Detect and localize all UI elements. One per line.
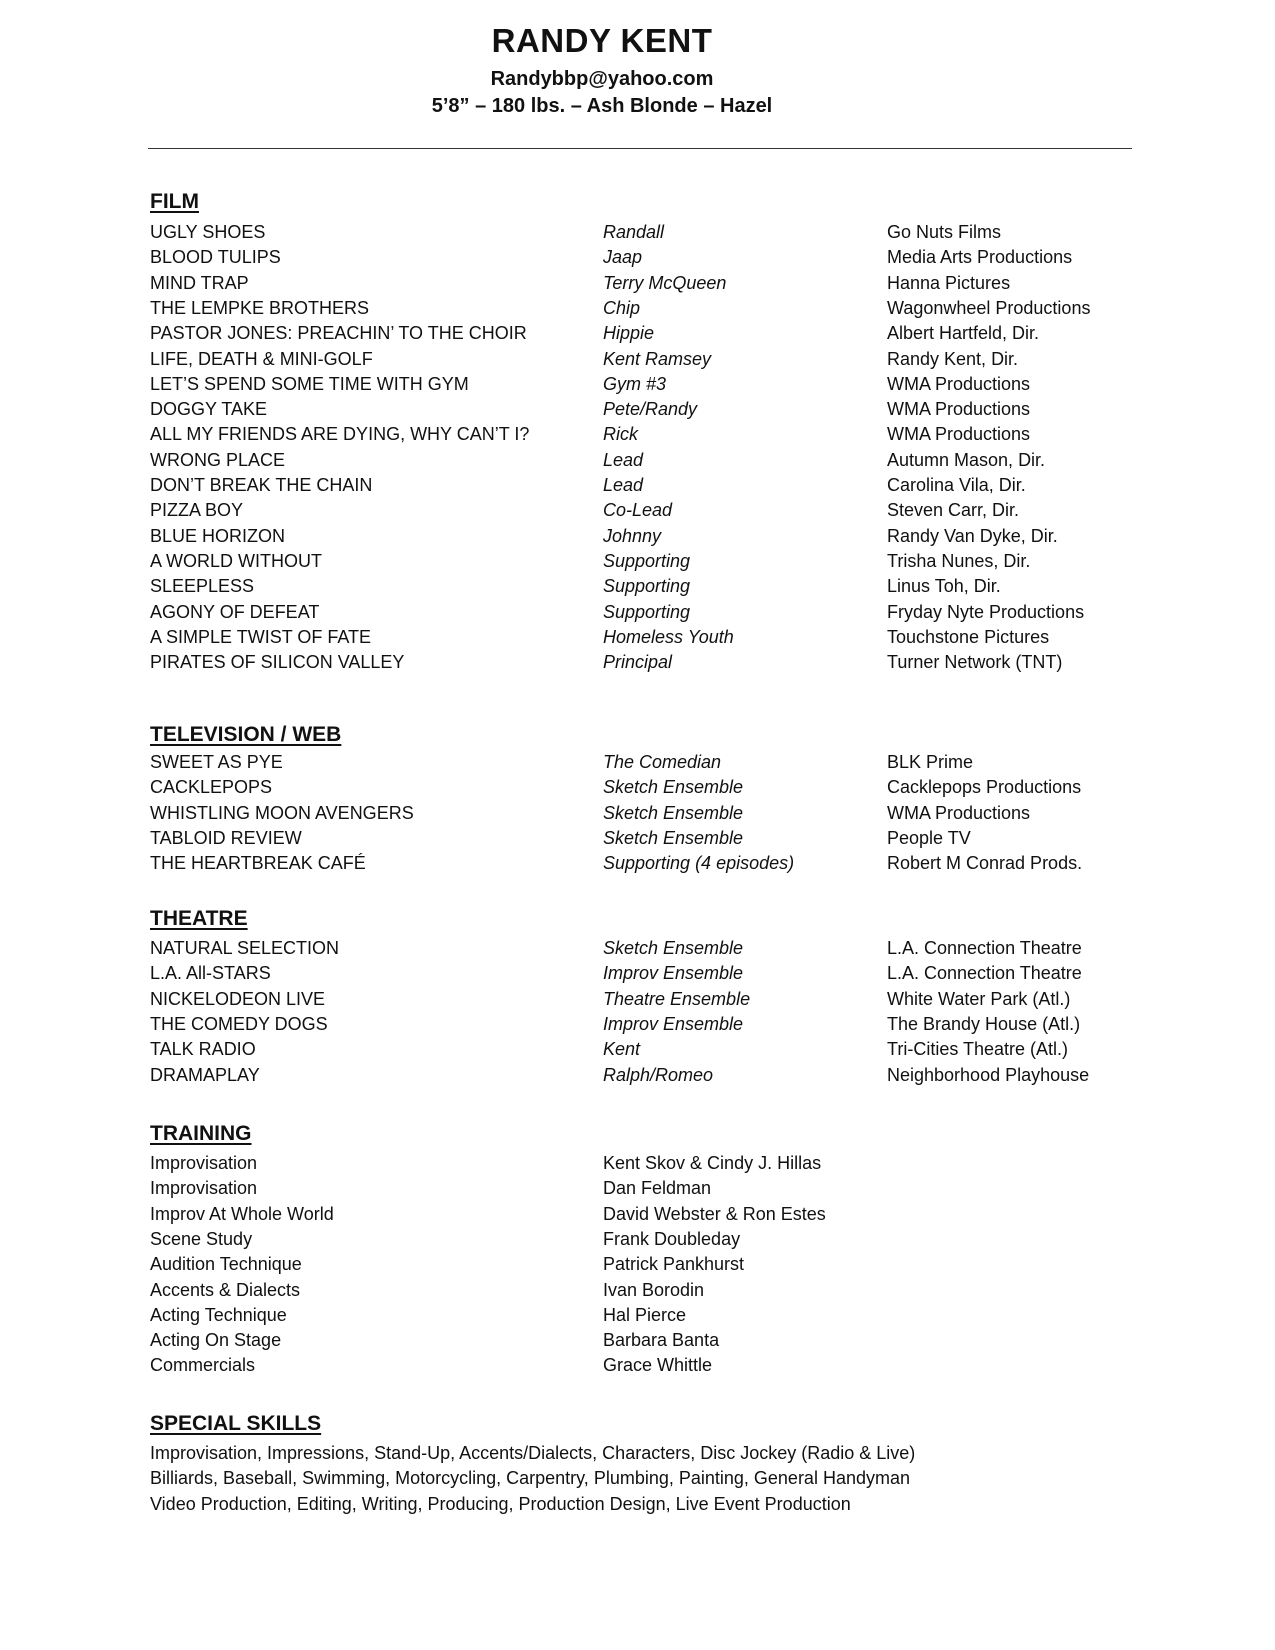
credit-row [150, 826, 1150, 851]
credit-row [150, 473, 1150, 498]
credit-role: Sketch Ensemble [603, 827, 744, 848]
credit-title: THE COMEDY DOGS [150, 1013, 328, 1034]
credit-company: Randy Van Dyke, Dir. [887, 525, 1058, 546]
training-teacher: Barbara Banta [603, 1330, 720, 1351]
credit-role: Theatre Ensemble [603, 988, 751, 1009]
credit-row [150, 750, 1150, 775]
training-teacher: David Webster & Ron Estes [603, 1203, 826, 1224]
credit-title: UGLY SHOES [150, 222, 266, 242]
credit-title: ALL MY FRIENDS ARE DYING, WHY CAN’T I? [150, 424, 530, 445]
training-row [150, 1252, 1150, 1277]
credit-company: The Brandy House (Atl.) [887, 1013, 1081, 1034]
credit-role: Lead [603, 449, 644, 470]
credit-title: PASTOR JONES: PREACHIN’ TO THE CHOIR [150, 323, 527, 344]
credit-role: Improv Ensemble [603, 963, 744, 984]
credit-company: Robert M Conrad Prods. [887, 853, 1083, 874]
credit-company: WMA Productions [887, 373, 1031, 394]
credit-row [150, 498, 1150, 523]
credit-title: LET’S SPEND SOME TIME WITH GYM [150, 373, 469, 394]
credit-title: DON’T BREAK THE CHAIN [150, 475, 373, 495]
training-row [150, 1353, 1150, 1378]
training-subject: Scene Study [150, 1228, 253, 1249]
training-teacher: Grace Whittle [603, 1355, 713, 1376]
credit-role: Sketch Ensemble [603, 802, 744, 823]
section-title-television: TELEVISION / WEB [150, 723, 342, 746]
credit-row [150, 574, 1150, 599]
credit-company: WMA Productions [887, 802, 1031, 823]
credit-role: The Comedian [603, 752, 722, 772]
credit-row [150, 1012, 1150, 1037]
credit-role: Supporting [603, 550, 691, 571]
credit-title: NATURAL SELECTION [150, 938, 340, 958]
training-row [150, 1303, 1150, 1328]
credit-title: BLOOD TULIPS [150, 247, 281, 268]
credit-company: BLK Prime [887, 752, 974, 772]
credit-row [150, 296, 1150, 321]
credit-role: Sketch Ensemble [603, 777, 744, 798]
credit-title: SLEEPLESS [150, 576, 255, 597]
credit-company: Fryday Nyte Productions [887, 601, 1085, 622]
credit-title: DRAMAPLAY [150, 1064, 260, 1085]
credit-title: THE LEMPKE BROTHERS [150, 297, 370, 318]
contact-email: Randybbp@yahoo.com [490, 68, 714, 90]
credit-role: Jaap [603, 247, 643, 268]
credit-role: Supporting (4 episodes) [603, 853, 795, 874]
credit-title: LIFE, DEATH & MINI-GOLF [150, 348, 373, 369]
credit-title: TALK RADIO [150, 1039, 256, 1060]
special-skills-line: Billiards, Baseball, Swimming, Motorcycling, Carpentry, Plumbing, Painting, General Handyman [150, 1468, 910, 1489]
credit-row [150, 961, 1150, 986]
credit-role: Supporting [603, 576, 691, 597]
training-subject: Improvisation [150, 1178, 258, 1199]
credit-role: Johnny [603, 525, 662, 546]
credit-title: NICKELODEON LIVE [150, 988, 326, 1009]
training-row [150, 1202, 1150, 1227]
credit-company: White Water Park (Atl.) [887, 988, 1071, 1009]
training-subject: Acting On Stage [150, 1330, 282, 1351]
credit-company: Neighborhood Playhouse [887, 1064, 1090, 1085]
training-row [150, 1278, 1150, 1303]
credit-company: Turner Network (TNT) [887, 652, 1063, 673]
credit-title: BLUE HORIZON [150, 525, 286, 546]
credit-row [150, 936, 1150, 961]
training-teacher: Ivan Borodin [603, 1279, 705, 1300]
credit-row [150, 1063, 1150, 1088]
credit-company: Tri-Cities Theatre (Atl.) [887, 1039, 1069, 1060]
credit-row [150, 549, 1150, 574]
training-row [150, 1328, 1150, 1353]
credit-row [150, 987, 1150, 1012]
credit-company: Autumn Mason, Dir. [887, 449, 1046, 470]
credit-row [150, 245, 1150, 270]
credit-row [150, 321, 1150, 346]
section-title-film: FILM [150, 190, 199, 213]
credit-role: Lead [603, 475, 644, 495]
credit-company: Albert Hartfeld, Dir. [887, 323, 1040, 344]
credit-title: PIRATES OF SILICON VALLEY [150, 652, 405, 673]
credit-company: Randy Kent, Dir. [887, 348, 1019, 369]
training-subject: Acting Technique [150, 1304, 287, 1325]
credit-row [150, 775, 1150, 800]
credit-role: Ralph/Romeo [603, 1064, 714, 1085]
actor-name: RANDY KENT [491, 22, 713, 59]
credit-company: Steven Carr, Dir. [887, 500, 1020, 521]
credit-role: Terry McQueen [603, 272, 727, 293]
credit-company: L.A. Connection Theatre [887, 938, 1082, 958]
training-teacher: Hal Pierce [603, 1304, 687, 1325]
credit-role: Pete/Randy [603, 399, 698, 420]
credit-title: WRONG PLACE [150, 449, 286, 470]
credit-title: A WORLD WITHOUT [150, 550, 322, 571]
training-subject: Improv At Whole World [150, 1203, 334, 1224]
credit-row [150, 650, 1150, 675]
credit-row [150, 448, 1150, 473]
section-title-special-skills: SPECIAL SKILLS [150, 1412, 322, 1435]
credit-title: MIND TRAP [150, 272, 249, 293]
section-title-training: TRAINING [150, 1122, 252, 1145]
credit-title: PIZZA BOY [150, 500, 244, 521]
credit-title: CACKLEPOPS [150, 777, 273, 798]
training-teacher: Dan Feldman [603, 1178, 712, 1199]
credit-title: AGONY OF DEFEAT [150, 601, 320, 622]
credit-row [150, 422, 1150, 447]
credit-role: Principal [603, 652, 673, 673]
credit-role: Chip [603, 297, 641, 318]
training-subject: Improvisation [150, 1153, 258, 1173]
credit-row [150, 524, 1150, 549]
credit-row [150, 271, 1150, 296]
credit-company: People TV [887, 827, 971, 848]
credit-row [150, 625, 1150, 650]
credit-title: WHISTLING MOON AVENGERS [150, 802, 414, 823]
training-row [150, 1227, 1150, 1252]
credit-title: DOGGY TAKE [150, 399, 268, 420]
credit-role: Kent [603, 1039, 641, 1060]
credit-role: Gym #3 [603, 373, 667, 394]
training-row [150, 1151, 1150, 1176]
credit-title: A SIMPLE TWIST OF FATE [150, 626, 372, 647]
credit-row [150, 220, 1150, 245]
credit-row [150, 801, 1150, 826]
physical-stats: 5’8” – 180 lbs. – Ash Blonde – Hazel [431, 95, 773, 117]
training-teacher: Kent Skov & Cindy J. Hillas [603, 1153, 822, 1173]
credit-role: Rick [603, 424, 638, 445]
credit-role: Supporting [603, 601, 691, 622]
training-teacher: Patrick Pankhurst [603, 1254, 745, 1275]
training-subject: Audition Technique [150, 1254, 302, 1275]
credit-role: Hippie [603, 323, 655, 344]
credit-role: Homeless Youth [603, 626, 734, 647]
credit-row [150, 600, 1150, 625]
credit-title: TABLOID REVIEW [150, 827, 302, 848]
credit-company: Cacklepops Productions [887, 777, 1082, 798]
special-skills-line: Video Production, Editing, Writing, Producing, Production Design, Live Event Production [150, 1493, 851, 1514]
credit-role: Co-Lead [603, 500, 673, 521]
credit-company: Carolina Vila, Dir. [887, 475, 1026, 495]
credit-role: Randall [603, 222, 665, 242]
credit-title: SWEET AS PYE [150, 752, 283, 772]
credit-company: Wagonwheel Productions [887, 297, 1091, 318]
credit-row [150, 397, 1150, 422]
training-row [150, 1176, 1150, 1201]
credit-row [150, 372, 1150, 397]
credit-company: WMA Productions [887, 399, 1031, 420]
training-teacher: Frank Doubleday [603, 1228, 741, 1249]
header-divider [148, 148, 1132, 149]
credit-row [150, 851, 1150, 876]
credit-company: Go Nuts Films [887, 222, 1002, 242]
credit-company: Trisha Nunes, Dir. [887, 550, 1031, 571]
credit-company: WMA Productions [887, 424, 1031, 445]
credit-title: THE HEARTBREAK CAFÉ [150, 853, 366, 874]
training-subject: Commercials [150, 1355, 256, 1376]
credit-company: Linus Toh, Dir. [887, 576, 1001, 597]
credit-title: L.A. All-STARS [150, 963, 271, 984]
credit-row [150, 347, 1150, 372]
special-skills-line: Improvisation, Impressions, Stand-Up, Accents/Dialects, Characters, Disc Jockey (Radio & Live) [150, 1443, 916, 1463]
credit-company: L.A. Connection Theatre [887, 963, 1082, 984]
credit-company: Hanna Pictures [887, 272, 1011, 293]
credit-company: Touchstone Pictures [887, 626, 1050, 647]
section-title-theatre: THEATRE [150, 907, 248, 930]
credit-role: Sketch Ensemble [603, 938, 744, 958]
credit-row [150, 1037, 1150, 1062]
credit-role: Kent Ramsey [603, 348, 712, 369]
credit-company: Media Arts Productions [887, 247, 1073, 268]
credit-role: Improv Ensemble [603, 1013, 744, 1034]
training-subject: Accents & Dialects [150, 1279, 301, 1300]
